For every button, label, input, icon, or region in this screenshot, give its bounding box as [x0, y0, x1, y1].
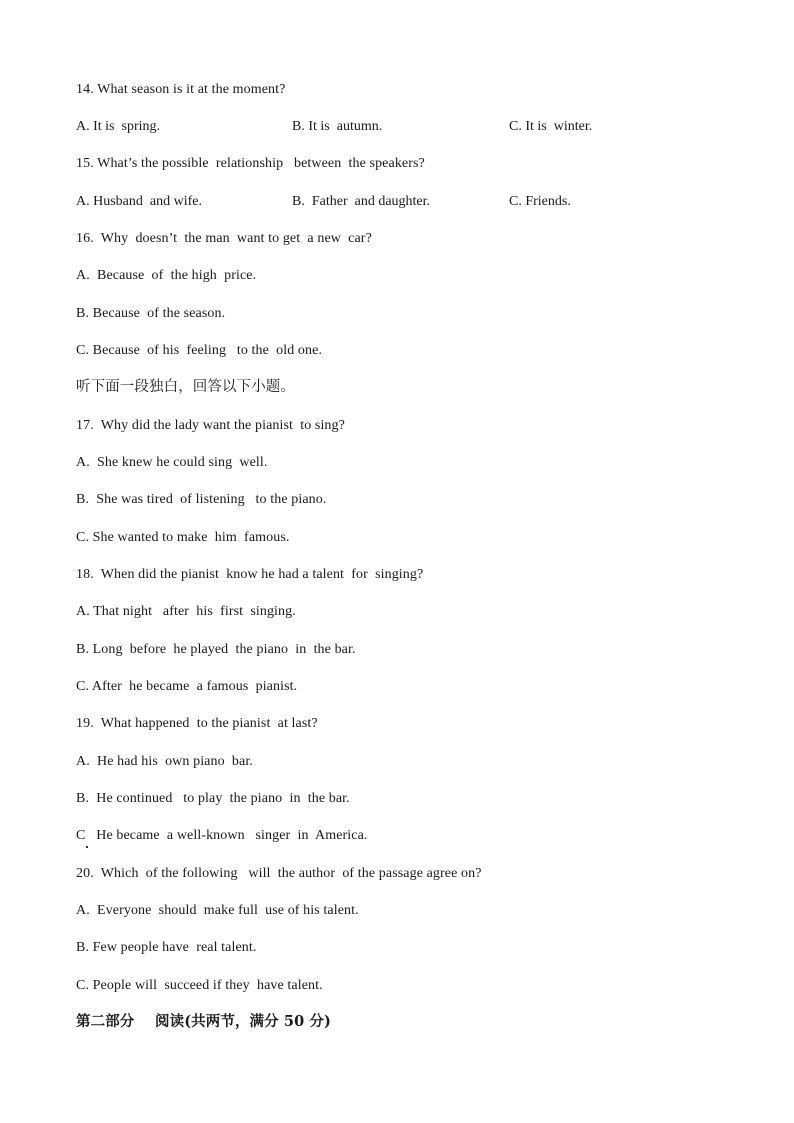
q15-option-a: A. Husband and wife. — [76, 194, 202, 209]
q16-option-c: C. Because of his feeling to the old one. — [76, 343, 323, 358]
question-16: 16. Why doesn’t the man want to get a new car? — [76, 231, 372, 246]
question-14: 14. What season is it at the moment? — [76, 82, 286, 97]
q14-option-c: C. It is winter. — [509, 119, 593, 134]
q19-option-a: A. He had his own piano bar. — [76, 754, 253, 769]
q18-option-a: A. That night after his first singing. — [76, 604, 296, 619]
listening-instruction: 听下面一段独白，回答以下小题。 — [76, 379, 295, 395]
q15-option-b: B. Father and daughter. — [292, 194, 431, 209]
q20-option-a: A. Everyone should make full use of his talent. — [76, 903, 359, 918]
q14-option-b: B. It is autumn. — [292, 119, 383, 134]
q19-option-c: C He became a well-known singer in America. — [76, 828, 368, 843]
section-title: 第二部分 阅读(共两节，满分 50 分) — [76, 1013, 331, 1030]
question-15: 15. What’s the possible relationship between the speakers? — [76, 156, 425, 171]
q17-option-a: A. She knew he could sing well. — [76, 455, 268, 470]
q15-option-c: C. Friends. — [509, 194, 571, 209]
question-20: 20. Which of the following will the author of the passage agree on? — [76, 866, 482, 881]
q18-option-b: B. Long before he played the piano in the bar. — [76, 642, 356, 657]
q19-option-b: B. He continued to play the piano in the bar. — [76, 791, 350, 806]
question-19: 19. What happened to the pianist at last? — [76, 716, 318, 731]
q17-option-c: C. She wanted to make him famous. — [76, 530, 290, 545]
q17-option-b: B. She was tired of listening to the piano. — [76, 492, 327, 507]
question-17: 17. Why did the lady want the pianist to sing? — [76, 418, 345, 433]
q18-option-c: C. After he became a famous pianist. — [76, 679, 298, 694]
question-18: 18. When did the pianist know he had a talent for singing? — [76, 567, 424, 582]
q16-option-b: B. Because of the season. — [76, 306, 226, 321]
q20-option-c: C. People will succeed if they have talent. — [76, 978, 323, 993]
q14-option-a: A. It is spring. — [76, 119, 160, 134]
q16-option-a: A. Because of the high price. — [76, 268, 257, 283]
stray-dot-mark — [86, 846, 88, 848]
q20-option-b: B. Few people have real talent. — [76, 940, 257, 955]
